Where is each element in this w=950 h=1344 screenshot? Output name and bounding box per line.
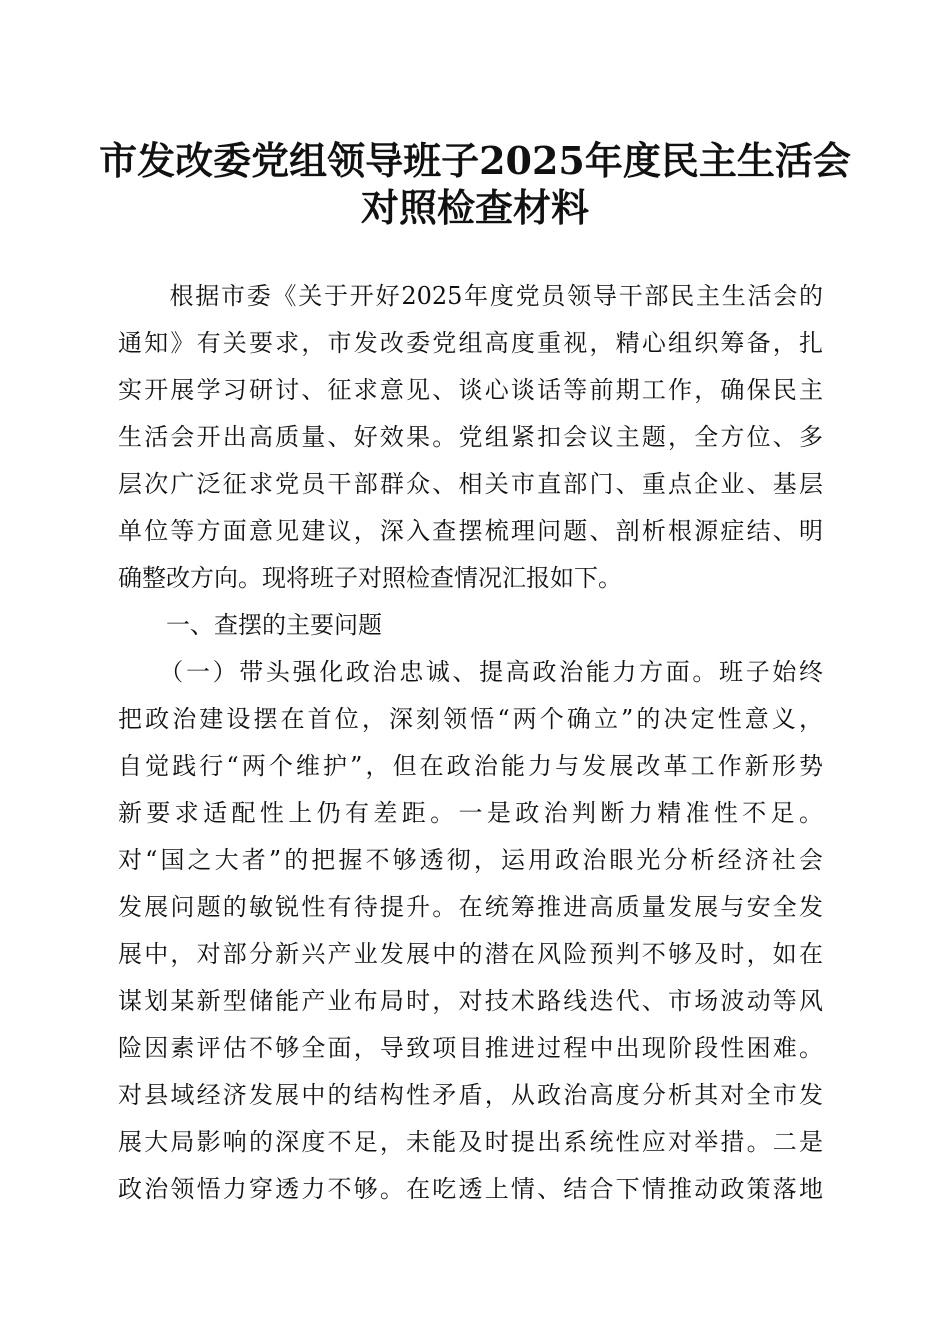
section-heading: 一、查摆的主要问题 (118, 611, 382, 639)
intro-paragraph-line: 实开展学习研讨、征求意见、谈心谈话等前期工作，确保民主 (118, 376, 823, 404)
body-text-line: 政治领悟力穿透力不够。在吃透上情、结合下情推动政策落地 (118, 1175, 823, 1203)
document-title-line-2: 对照检查材料 (360, 185, 589, 230)
body-text-line: 把政治建设摆在首位，深刻领悟“两个确立”的决定性意义， (118, 705, 823, 733)
document-title-line-1: 市发改委党组领导班子2025年度民主生活会 (99, 138, 851, 183)
subsection-heading: （一）带头强化政治忠诚、提高政治能力方面。 (118, 658, 720, 686)
body-text-line: 对“国之大者”的把握不够透彻，运用政治眼光分析经济社会 (118, 846, 823, 874)
intro-paragraph-line: 确整改方向。现将班子对照检查情况汇报如下。 (118, 564, 622, 592)
body-text-line: 展中，对部分新兴产业发展中的潜在风险预判不够及时，如在 (118, 940, 823, 968)
body-text-line: 展大局影响的深度不足，未能及时提出系统性应对举措。二是 (118, 1128, 823, 1156)
subsection-text: 班子始终 (719, 658, 823, 686)
body-text-line: 对县域经济发展中的结构性矛盾，从政治高度分析其对全市发 (118, 1081, 823, 1109)
intro-paragraph-line: 单位等方面意见建议，深入查摆梳理问题、剖析根源症结、明 (118, 517, 823, 545)
intro-paragraph-line: 生活会开出高质量、好效果。党组紧扣会议主题，全方位、多 (118, 423, 823, 451)
body-text-line: 新要求适配性上仍有差距。一是政治判断力精准性不足。 (118, 799, 823, 827)
body-text-line: 谋划某新型储能产业布局时，对技术路线迭代、市场波动等风 (118, 987, 823, 1015)
body-text-line: 发展问题的敏锐性有待提升。在统筹推进高质量发展与安全发 (118, 893, 823, 921)
body-text-line: 险因素评估不够全面，导致项目推进过程中出现阶段性困难。 (118, 1034, 823, 1062)
body-text-line: 自觉践行“两个维护”，但在政治能力与发展改革工作新形势 (118, 752, 823, 780)
intro-paragraph-line: 通知》有关要求，市发改委党组高度重视，精心组织筹备，扎 (118, 329, 823, 357)
intro-paragraph-line: 根据市委《关于开好2025年度党员领导干部民主生活会的 (118, 282, 823, 310)
subsection-first-line (118, 649, 823, 696)
intro-paragraph-line: 层次广泛征求党员干部群众、相关市直部门、重点企业、基层 (118, 470, 823, 498)
